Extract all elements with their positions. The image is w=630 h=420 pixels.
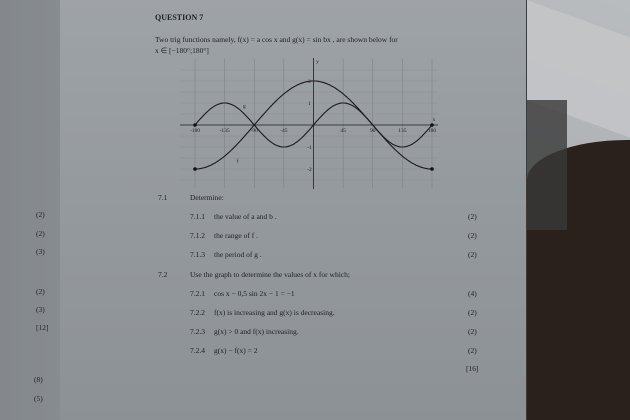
x-tick-label: 90 (370, 128, 376, 134)
item-number: 7.2 (158, 270, 168, 279)
item-number: 7.1.3 (190, 250, 205, 259)
item-mark: (2) (468, 250, 477, 259)
item-text: the period of g . (214, 250, 262, 259)
item-text: g(x) − f(x) = 2 (214, 346, 258, 355)
item-number: 7.1.2 (190, 231, 205, 240)
endpoint (193, 123, 197, 127)
item-mark: (2) (468, 346, 477, 355)
trig-graph (180, 56, 440, 191)
y-tick-label: -1 (307, 145, 312, 151)
x-tick-label: -45 (280, 128, 288, 134)
x-tick-label: 45 (340, 128, 346, 134)
margin-mark: (8) (34, 375, 43, 384)
total-marks: [16] (466, 364, 479, 373)
y-tick-label: 1 (308, 101, 311, 107)
item-text: the value of a and b . (214, 212, 277, 221)
intro-line-2: x ∈ [−180°;180°] (155, 46, 209, 55)
y-tick-label: 2 (308, 79, 311, 85)
item-mark: (4) (468, 289, 477, 298)
item-text: the range of f . (214, 231, 258, 240)
item-number: 7.2.1 (190, 289, 205, 298)
item-mark: (2) (468, 308, 477, 317)
endpoint (430, 167, 434, 171)
f-label: f (236, 158, 239, 165)
item-mark: (2) (468, 212, 477, 221)
intro-line-1: Two trig functions namely, f(x) = a cos x and g(x) = sin bx , are shown below for (155, 35, 398, 44)
margin-mark: (2) (36, 210, 45, 219)
x-tick-label: 180 (427, 128, 437, 134)
margin-mark: [12] (36, 323, 49, 332)
shadow (527, 100, 567, 230)
g-label: g (243, 103, 246, 110)
endpoint (193, 167, 197, 171)
item-text: cos x − 0,5 sin 2x − 1 = −1 (214, 289, 295, 298)
margin-mark: (3) (36, 305, 45, 314)
margin-mark: (2) (36, 287, 45, 296)
item-text: Use the graph to determine the values of x for which; (190, 270, 350, 279)
item-text: Determine: (190, 193, 224, 202)
x-tick-label: -180 (189, 128, 201, 134)
item-number: 7.2.2 (190, 308, 205, 317)
item-mark: (2) (468, 231, 477, 240)
x-axis-label: x (432, 117, 436, 123)
y-axis-label: y (316, 59, 319, 65)
item-number: 7.1.1 (190, 212, 205, 221)
item-number: 7.2.4 (190, 346, 205, 355)
endpoint (430, 123, 434, 127)
margin-mark: (5) (34, 394, 43, 403)
margin-mark: (3) (36, 247, 45, 256)
item-text: f(x) is increasing and g(x) is decreasing. (214, 308, 335, 317)
item-mark: (2) (468, 327, 477, 336)
item-text: g(x) > 0 and f(x) increasing. (214, 327, 299, 336)
margin-mark: (2) (36, 229, 45, 238)
item-number: 7.1 (158, 193, 168, 202)
x-tick-label: 135 (398, 128, 407, 134)
x-tick-label: -135 (219, 128, 230, 134)
item-number: 7.2.3 (190, 327, 205, 336)
x-tick-label: -90 (250, 128, 258, 134)
question-title: QUESTION 7 (155, 13, 204, 22)
y-tick-label: -2 (307, 167, 312, 173)
